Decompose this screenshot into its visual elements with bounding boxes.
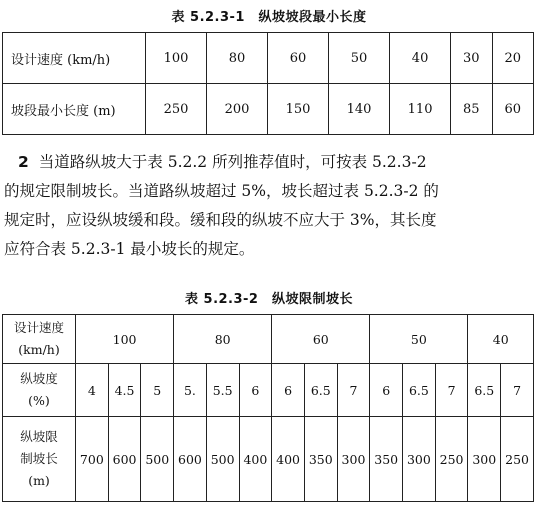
table1-caption: 表 5.2.3-1 纵坡坡段最小长度 — [171, 10, 367, 25]
paragraph-text: 当道路纵坡大于表 5.2.2 所列推荐值时，可按表 5.2.3-2 — [38, 153, 427, 171]
length-cell: 250 — [435, 417, 468, 502]
length-cell: 500 — [206, 417, 239, 502]
table-row — [3, 84, 534, 135]
grade-cell: 6.5 — [403, 364, 436, 417]
grade-cell: 6.5 — [304, 364, 337, 417]
length-cell: 700 — [76, 417, 109, 502]
min-slope-length-table — [2, 32, 534, 135]
speed-cell: 50 — [370, 315, 468, 364]
row-header: 纵坡度 (%) — [3, 364, 76, 417]
row-header: 纵坡限 制坡长 (m) — [3, 417, 76, 502]
length-cell: 250 — [501, 417, 534, 502]
grade-cell: 4.5 — [108, 364, 141, 417]
paragraph-line — [4, 148, 534, 177]
table-cell: 40 — [390, 33, 451, 84]
speed-cell: 60 — [272, 315, 370, 364]
table-row — [3, 315, 534, 364]
table-row — [3, 364, 534, 417]
row-header: 设计速度 (km/h) — [3, 315, 76, 364]
length-cell: 300 — [403, 417, 436, 502]
table-cell: 30 — [451, 33, 492, 84]
grade-cell: 6 — [239, 364, 272, 417]
table-cell: 110 — [390, 84, 451, 135]
speed-cell: 40 — [468, 315, 534, 364]
table-cell: 80 — [207, 33, 268, 84]
grade-cell: 5. — [174, 364, 207, 417]
table-cell: 150 — [268, 84, 329, 135]
table-cell: 60 — [268, 33, 329, 84]
grade-cell: 7 — [501, 364, 534, 417]
length-cell: 600 — [174, 417, 207, 502]
grade-cell: 4 — [76, 364, 109, 417]
grade-cell: 6.5 — [468, 364, 501, 417]
speed-cell: 100 — [76, 315, 174, 364]
grade-cell: 7 — [435, 364, 468, 417]
item-number: 2 — [18, 153, 29, 171]
speed-cell: 80 — [174, 315, 272, 364]
grade-cell: 5 — [141, 364, 174, 417]
table-cell: 20 — [492, 33, 533, 84]
table-row — [3, 417, 534, 502]
length-cell: 350 — [304, 417, 337, 502]
paragraph-line: 的规定限制坡长。当道路纵坡超过 5%，坡长超过表 5.2.3-2 的 — [4, 182, 439, 200]
table-cell: 100 — [146, 33, 207, 84]
table-cell: 50 — [329, 33, 390, 84]
body-paragraph — [4, 148, 534, 264]
length-cell: 600 — [108, 417, 141, 502]
slope-limit-length-table — [2, 314, 534, 502]
paragraph-line: 规定时，应设纵坡缓和段。缓和段的纵坡不应大于 3%，其长度 — [4, 211, 437, 229]
table-cell: 60 — [492, 84, 533, 135]
table-cell: 85 — [451, 84, 492, 135]
table-cell: 200 — [207, 84, 268, 135]
length-cell: 400 — [239, 417, 272, 502]
table-row — [3, 33, 534, 84]
length-cell: 300 — [337, 417, 370, 502]
table-cell: 140 — [329, 84, 390, 135]
length-cell: 300 — [468, 417, 501, 502]
grade-cell: 7 — [337, 364, 370, 417]
paragraph-line: 应符合表 5.2.3-1 最小坡长的规定。 — [4, 240, 255, 258]
row-header: 坡段最小长度 (m) — [3, 84, 146, 135]
length-cell: 400 — [272, 417, 305, 502]
length-cell: 350 — [370, 417, 403, 502]
grade-cell: 6 — [370, 364, 403, 417]
grade-cell: 6 — [272, 364, 305, 417]
row-header: 设计速度 (km/h) — [3, 33, 146, 84]
grade-cell: 5.5 — [206, 364, 239, 417]
table2-caption: 表 5.2.3-2 纵坡限制坡长 — [185, 292, 353, 307]
length-cell: 500 — [141, 417, 174, 502]
table-cell: 250 — [146, 84, 207, 135]
